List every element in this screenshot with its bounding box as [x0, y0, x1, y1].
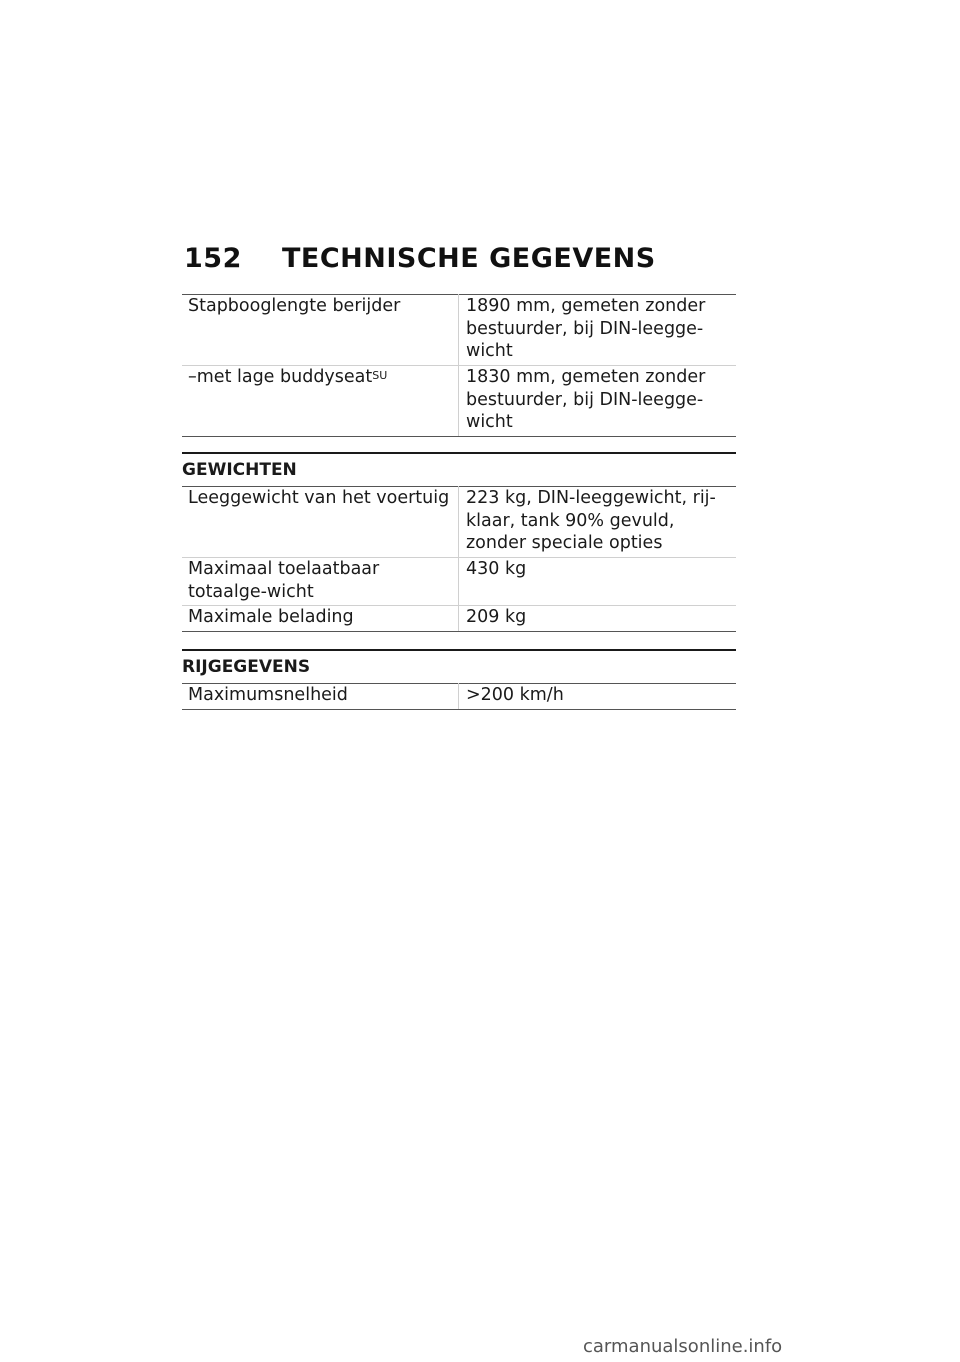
row-label	[182, 366, 459, 437]
row-label-text: –met lage buddyseat	[188, 367, 373, 387]
row-value: 1830 mm, gemeten zonder bestuurder, bij DIN-leegge-wicht	[459, 366, 737, 437]
row-value: 1890 mm, gemeten zonder bestuurder, bij DIN-leegge-wicht	[459, 295, 737, 366]
section-divider	[182, 452, 736, 454]
page-header	[184, 243, 656, 274]
row-value: 223 kg, DIN-leeggewicht, rij-klaar, tank 90% gevuld, zonder speciale opties	[459, 487, 737, 558]
row-label: Stapbooglengte berijder	[182, 295, 459, 366]
table-row	[182, 295, 736, 366]
spec-table-seat-height	[182, 294, 736, 437]
table-row	[182, 684, 736, 710]
page-title: TECHNISCHE GEGEVENS	[282, 243, 656, 274]
section-driving	[182, 649, 736, 710]
spec-table	[182, 294, 736, 437]
section-weights	[182, 452, 736, 632]
row-label-superscript: SU	[372, 369, 388, 382]
row-label: Leeggewicht van het voertuig	[182, 487, 459, 558]
section-divider	[182, 649, 736, 651]
table-row	[182, 606, 736, 632]
table-row	[182, 558, 736, 606]
table-row	[182, 366, 736, 437]
spec-table	[182, 683, 736, 710]
section-title: RIJGEGEVENS	[182, 657, 311, 677]
spec-table	[182, 486, 736, 632]
row-label: Maximale belading	[182, 606, 459, 632]
row-value: >200 km/h	[459, 684, 737, 710]
row-label: Maximumsnelheid	[182, 684, 459, 710]
row-label: Maximaal toelaatbaar totaalge-wicht	[182, 558, 459, 606]
section-title: GEWICHTEN	[182, 460, 297, 480]
watermark: carmanualsonline.info	[583, 1336, 783, 1357]
table-row	[182, 487, 736, 558]
row-value: 430 kg	[459, 558, 737, 606]
row-value: 209 kg	[459, 606, 737, 632]
page-number: 152	[184, 243, 242, 274]
